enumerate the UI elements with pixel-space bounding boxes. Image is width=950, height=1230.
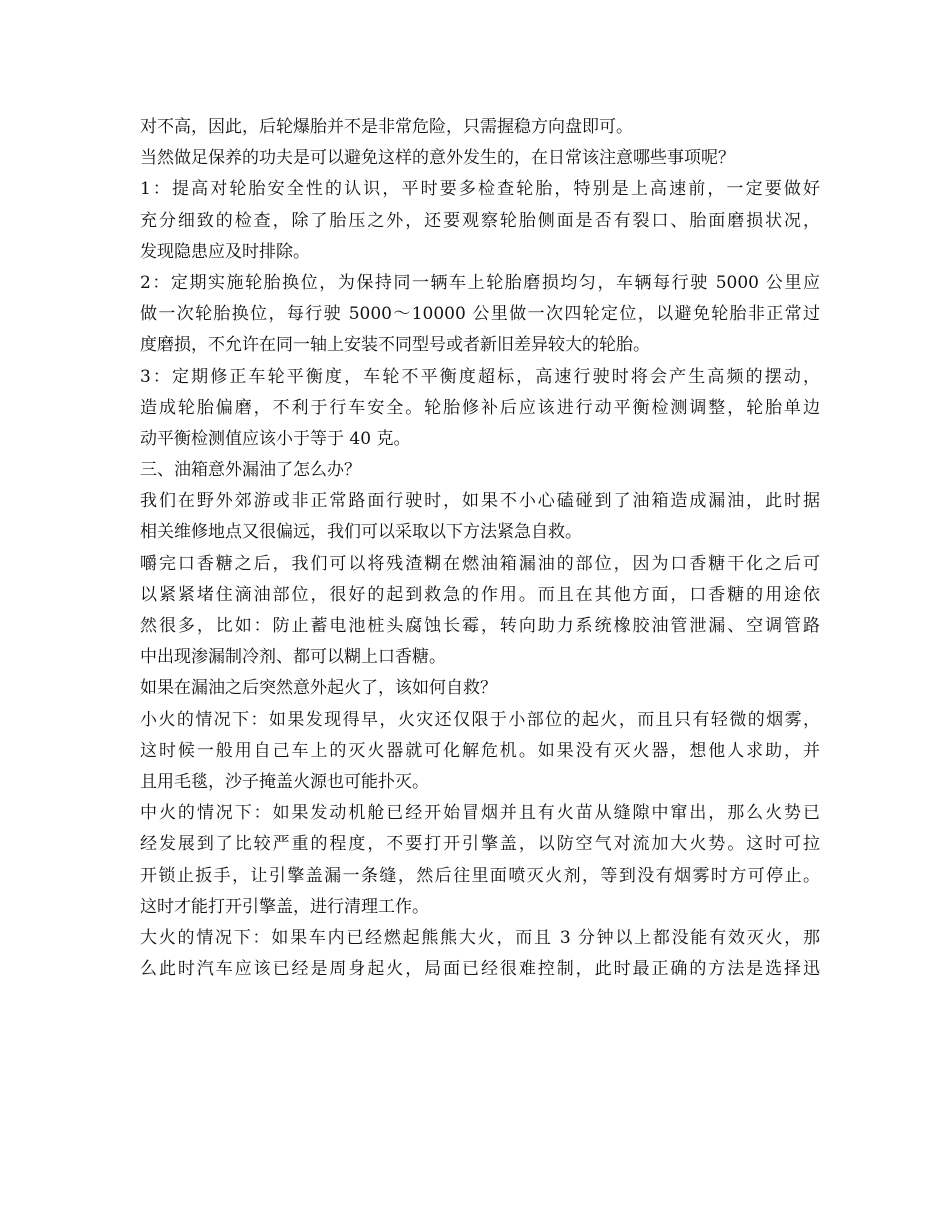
document-body <box>140 112 820 985</box>
text-line: 这时候一般用自己车上的灭火器就可化解危机。如果没有灭火器，想他人求助，并 <box>140 740 820 761</box>
text-line: 当然做足保养的功夫是可以避免这样的意外发生的，在日常该注意哪些事项呢？ <box>140 148 735 169</box>
text-line: 3：定期修正车轮平衡度，车轮不平衡度超标，高速行驶时将会产生高频的摆动， <box>140 366 820 387</box>
text-line: 如果在漏油之后突然意外起火了，该如何自救？ <box>140 678 497 699</box>
text-line: 经发展到了比较严重的程度，不要打开引擎盖，以防空气对流加大火势。这时可拉 <box>140 834 820 855</box>
text-line: 度磨损，不允许在同一轴上安装不同型号或者新旧差异较大的轮胎。 <box>140 335 650 356</box>
text-line: 相关维修地点又很偏远，我们可以采取以下方法紧急自救。 <box>140 522 582 543</box>
text-line: 动平衡检测值应该小于等于 40 克。 <box>140 428 411 449</box>
text-line: 对不高，因此，后轮爆胎并不是非常危险，只需握稳方向盘即可。 <box>140 117 633 137</box>
text-line: 小火的情况下：如果发现得早，火灾还仅限于小部位的起火，而且只有轻微的烟雾， <box>140 709 820 730</box>
text-line: 充分细致的检查，除了胎压之外，还要观察轮胎侧面是否有裂口、胎面磨损状况， <box>140 210 820 231</box>
section-heading: 三、油箱意外漏油了怎么办？ <box>140 460 361 481</box>
text-line: 且用毛毯，沙子掩盖火源也可能扑灭。 <box>140 771 429 792</box>
text-line: 发现隐患应及时排除。 <box>140 241 310 262</box>
text-line: 么此时汽车应该已经是周身起火，局面已经很难控制，此时最正确的方法是选择迅 <box>140 959 820 980</box>
text-line: 做一次轮胎换位，每行驶 5000～10000 公里做一次四轮定位，以避免轮胎非正常过 <box>140 304 820 325</box>
text-line: 这时才能打开引擎盖，进行清理工作。 <box>140 896 429 917</box>
text-line: 大火的情况下：如果车内已经燃起熊熊大火，而且 3 分钟以上都没能有效灭火，那 <box>140 927 820 948</box>
text-line: 造成轮胎偏磨，不利于行车安全。轮胎修补后应该进行动平衡检测调整，轮胎单边 <box>140 397 820 418</box>
text-line: 开锁止扳手，让引擎盖漏一条缝，然后往里面喷灭火剂，等到没有烟雾时方可停止。 <box>140 865 820 886</box>
text-line: 嚼完口香糖之后，我们可以将残渣糊在燃油箱漏油的部位，因为口香糖干化之后可 <box>140 553 820 574</box>
text-line: 我们在野外郊游或非正常路面行驶时，如果不小心磕碰到了油箱造成漏油，此时据 <box>140 491 820 512</box>
text-line: 以紧紧堵住滴油部位，很好的起到救急的作用。而且在其他方面，口香糖的用途依 <box>140 584 820 605</box>
text-line: 1：提高对轮胎安全性的认识，平时要多检查轮胎，特别是上高速前，一定要做好 <box>140 179 820 200</box>
text-line: 中出现渗漏制冷剂、都可以糊上口香糖。 <box>140 647 446 668</box>
text-line: 2：定期实施轮胎换位，为保持同一辆车上轮胎磨损均匀，车辆每行驶 5000 公里应 <box>140 272 820 293</box>
text-line: 中火的情况下：如果发动机舱已经开始冒烟并且有火苗从缝隙中窜出，那么火势已 <box>140 803 820 824</box>
text-line: 然很多，比如：防止蓄电池桩头腐蚀长霉，转向助力系统橡胶油管泄漏、空调管路 <box>140 616 820 636</box>
